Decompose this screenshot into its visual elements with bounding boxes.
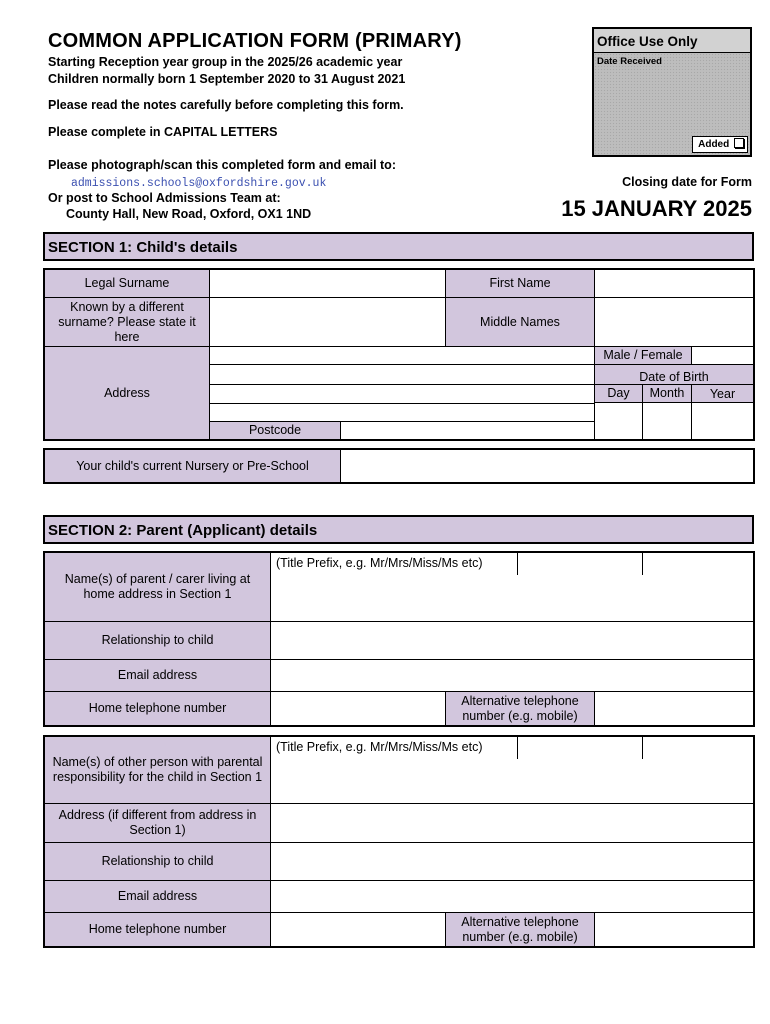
dob-day-field[interactable] xyxy=(594,402,643,440)
date-of-birth-label: Date of Birth xyxy=(594,364,754,385)
other-parent-email-field[interactable] xyxy=(270,880,754,913)
first-name-label: First Name xyxy=(445,269,595,298)
parent-email-label: Email address xyxy=(44,659,271,692)
other-parent-title-prefix-label: (Title Prefix, e.g. Mr/Mrs/Miss/Ms etc) xyxy=(270,736,518,760)
legal-surname-label: Legal Surname xyxy=(44,269,210,298)
postcode-field[interactable] xyxy=(340,421,595,440)
other-parent-alt-tel-label: Alternative telephone number (e.g. mobile) xyxy=(445,912,595,947)
other-parent-alt-tel-field[interactable] xyxy=(594,912,754,947)
added-checkbox[interactable] xyxy=(692,136,748,153)
known-by-field[interactable] xyxy=(209,297,446,347)
post-instruction: Or post to School Admissions Team at: xyxy=(48,191,281,205)
parent-home-tel-field[interactable] xyxy=(270,691,446,726)
section1-heading: SECTION 1: Child's details xyxy=(43,232,754,261)
male-female-label: Male / Female xyxy=(594,346,692,365)
parent-alt-tel-label: Alternative telephone number (e.g. mobile) xyxy=(445,691,595,726)
admissions-email-link[interactable]: admissions.schools@oxfordshire.gov.uk xyxy=(71,177,327,190)
other-parent-home-tel-label: Home telephone number xyxy=(44,912,271,947)
parent-relationship-field[interactable] xyxy=(270,621,754,660)
dob-month-label: Month xyxy=(642,384,692,403)
gender-field[interactable] xyxy=(691,346,754,365)
closing-date-label: Closing date for Form xyxy=(622,175,752,189)
nursery-field[interactable] xyxy=(340,449,754,483)
other-parent-address-label: Address (if different from address in Section 1) xyxy=(44,803,271,843)
other-parent-home-tel-field[interactable] xyxy=(270,912,446,947)
dob-day-label: Day xyxy=(594,384,643,403)
other-parent-relationship-field[interactable] xyxy=(270,842,754,881)
address-label: Address xyxy=(44,346,210,440)
other-parent-email-label: Email address xyxy=(44,880,271,913)
legal-surname-field[interactable] xyxy=(209,269,446,298)
instruction-email: Please photograph/scan this completed form and email to: xyxy=(48,158,396,172)
dob-year-field[interactable] xyxy=(691,402,754,440)
parent-names-field[interactable] xyxy=(270,575,754,622)
section2-heading: SECTION 2: Parent (Applicant) details xyxy=(43,515,754,544)
parent-relationship-label: Relationship to child xyxy=(44,621,271,660)
other-parent-title-prefix-field[interactable] xyxy=(517,736,643,760)
first-name-field[interactable] xyxy=(594,269,754,298)
middle-names-field[interactable] xyxy=(594,297,754,347)
post-address: County Hall, New Road, Oxford, OX1 1ND xyxy=(66,207,312,221)
address-line-2[interactable] xyxy=(209,364,595,385)
form-title: COMMON APPLICATION FORM (PRIMARY) xyxy=(48,30,462,52)
closing-date: 15 JANUARY 2025 xyxy=(561,196,752,221)
dob-year-label: Year xyxy=(691,384,754,403)
parent-names-label: Name(s) of parent / carer living at home address in Section 1 xyxy=(44,552,271,622)
parent-title-prefix-label: (Title Prefix, e.g. Mr/Mrs/Miss/Ms etc) xyxy=(270,552,518,576)
office-use-box xyxy=(592,27,752,157)
subtitle-year-group: Starting Reception year group in the 2025/26 academic year xyxy=(48,55,403,69)
known-by-label: Known by a different surname? Please state it here xyxy=(44,297,210,347)
postcode-label: Postcode xyxy=(209,421,341,440)
address-line-3[interactable] xyxy=(209,384,595,404)
checkbox-icon xyxy=(734,138,744,148)
other-parent-relationship-label: Relationship to child xyxy=(44,842,271,881)
nursery-label: Your child's current Nursery or Pre-School xyxy=(44,449,341,483)
other-parent-names-label: Name(s) of other person with parental responsibility for the child in Section 1 xyxy=(44,736,271,804)
other-parent-address-field[interactable] xyxy=(270,803,754,843)
office-use-title: Office Use Only xyxy=(594,29,750,53)
parent-alt-tel-field[interactable] xyxy=(594,691,754,726)
added-label: Added xyxy=(698,139,730,150)
parent-email-field[interactable] xyxy=(270,659,754,692)
address-line-1[interactable] xyxy=(209,346,595,365)
address-line-4[interactable] xyxy=(209,403,595,422)
other-parent-names-field[interactable] xyxy=(270,759,754,804)
instruction-capitals: Please complete in CAPITAL LETTERS xyxy=(48,125,278,139)
date-received-label: Date Received xyxy=(597,56,662,67)
middle-names-label: Middle Names xyxy=(445,297,595,347)
parent-title-prefix-field[interactable] xyxy=(517,552,643,576)
parent-home-tel-label: Home telephone number xyxy=(44,691,271,726)
dob-month-field[interactable] xyxy=(642,402,692,440)
instruction-read-notes: Please read the notes carefully before completing this form. xyxy=(48,98,404,112)
subtitle-birth-range: Children normally born 1 September 2020 to 31 August 2021 xyxy=(48,72,406,86)
